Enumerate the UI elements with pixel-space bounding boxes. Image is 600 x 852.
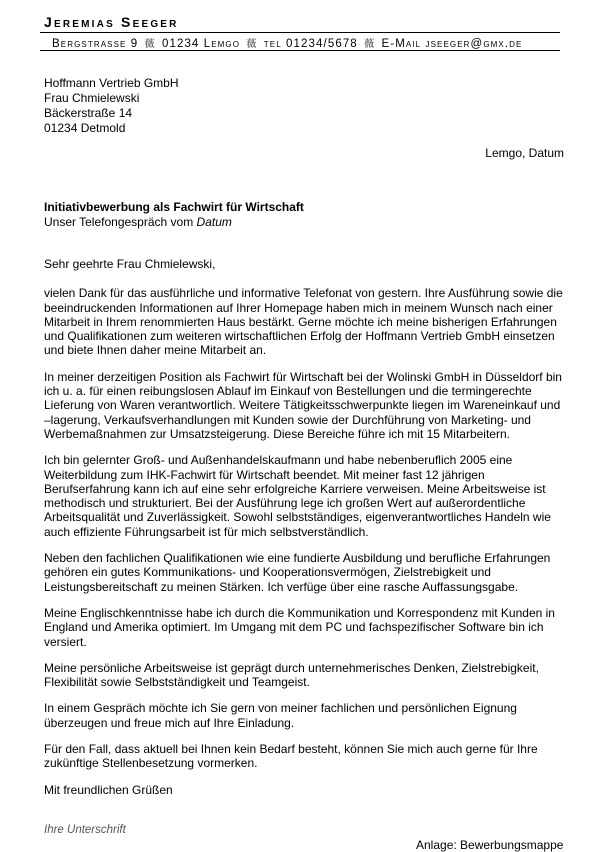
separator-icon: 薇	[246, 39, 258, 50]
sender-street: Bergstrasse 9	[52, 38, 139, 50]
subject-reference-prefix: Unser Telefongespräch vom	[44, 215, 197, 229]
letter-body	[44, 257, 564, 809]
salutation: Sehr geehrte Frau Chmielewski,	[44, 257, 216, 271]
recipient-street: Bäckerstraße 14	[44, 106, 133, 120]
recipient-company: Hoffmann Vertrieb GmbH	[44, 76, 179, 90]
header-top-rule	[40, 32, 560, 33]
body-paragraph: Für den Fall, dass aktuell bei Ihnen kein Bedarf besteht, können Sie mich auch gerne für Ihre zukünftige Stellenbesetzung vormerken.	[44, 742, 538, 771]
sender-address-line	[52, 35, 522, 50]
header-bottom-rule	[40, 50, 560, 51]
sender-name: Jeremias Seeger	[44, 14, 179, 30]
body-paragraph: Neben den fachlichen Qualifikationen wie eine fundierte Ausbildung und berufliche Erfahrungen gehören ein gutes Kommunikations- und Kooperationsvermögen, Zielstrebigkeit und Leistungsbereitschaft zu meinen Stärken. Ich verfüge über eine rasche Auffassungsgabe.	[44, 551, 551, 594]
separator-icon: 薇	[144, 39, 156, 50]
body-paragraph: In einem Gespräch möchte ich Sie gern von meiner fachlichen und persönlichen Eignung überzeugen und freue mich auf Ihre Einladung.	[44, 701, 517, 730]
subject-title: Initiativbewerbung als Fachwirt für Wirtschaft	[44, 200, 304, 214]
closing: Mit freundlichen Grüßen	[44, 782, 173, 797]
body-paragraph: Meine persönliche Arbeitsweise ist geprägt durch unternehmerisches Denken, Zielstrebigkeit, Flexibilität sowie Selbstständigkeit und Teamgeist.	[44, 660, 539, 690]
place-date: Lemgo, Datum	[485, 146, 564, 160]
attachment-note: Anlage: Bewerbungsmappe	[416, 838, 564, 852]
body-paragraph: In meiner derzeitigen Position als Fachwirt für Wirtschaft bei der Wolinski GmbH in Düsseldorf bin ich u. a. für einen reibungslosen Ablauf im Einkauf von Bestellungen und die termingerechte Lieferung von Waren verantwortlich. Weitere Tätigkeitsschwerpunkte liegen im Wareneinkauf und –lagerung, Verkaufsverhandlungen mit Kunden sowie der Durchführung von Marketing- und Werbemaßnahmen zur Umsatzsteigerung. Diese Bereiche führe ich mit 15 Mitarbeitern.	[44, 369, 562, 441]
body-paragraph: Meine Englischkenntnisse habe ich durch die Kommunikation und Korrespondenz mit Kunden in England und Amerika optimiert. Im Umgang mit dem PC und fachspezifischer Software bin ich versiert.	[44, 605, 555, 649]
body-paragraph: Ich bin gelernter Groß- und Außenhandelskaufmann und habe nebenberuflich 2005 eine Weiterbildung zum IHK-Fachwirt für Wirtschaft beendet. Mit meiner fast 12 jährigen Berufserfahrung kann ich auf eine sehr erfolgreiche Karriere verweisen. Meine Arbeitsweise ist methodisch und strukturiert. Bei der Ausführung lege ich großen Wert auf außerordentliche Arbeitsqualität und Zuverlässigkeit. Sowohl selbstständiges, eigenverantwortliches Handeln wie auch effiziente Führungsarbeit ist für mich selbstverständlich.	[44, 453, 551, 539]
sender-email: E-Mail jseeger@gmx.de	[381, 38, 523, 50]
recipient-contact: Frau Chmielewski	[44, 91, 140, 105]
signature: Ihre Unterschrift	[44, 824, 126, 836]
sender-city: 01234 Lemgo	[161, 38, 241, 50]
recipient-city: 01234 Detmold	[44, 121, 126, 135]
subject-reference	[44, 215, 304, 230]
subject-reference-date: Datum	[196, 215, 232, 229]
subject-block	[44, 200, 304, 230]
body-paragraph: vielen Dank für das ausführliche und informative Telefonat von gestern. Ihre Ausführung sowie die beeindruckenden Informationen auf Ihrer Homepage haben mich in meinem Wunsch nach einer Mitarbeit in Ihrem renommierten Haus bestärkt. Gerne möchte ich meine bisherigen Erfahrungen und Qualifikationen zum weiteren wirtschaftlichen Erfolg der Hoffmann Vertrieb GmbH einsetzen und biete Ihnen daher meine Mitarbeit an.	[44, 286, 563, 358]
sender-phone: tel 01234/5678	[263, 38, 358, 50]
recipient-address	[44, 76, 179, 136]
separator-icon: 薇	[364, 39, 376, 50]
